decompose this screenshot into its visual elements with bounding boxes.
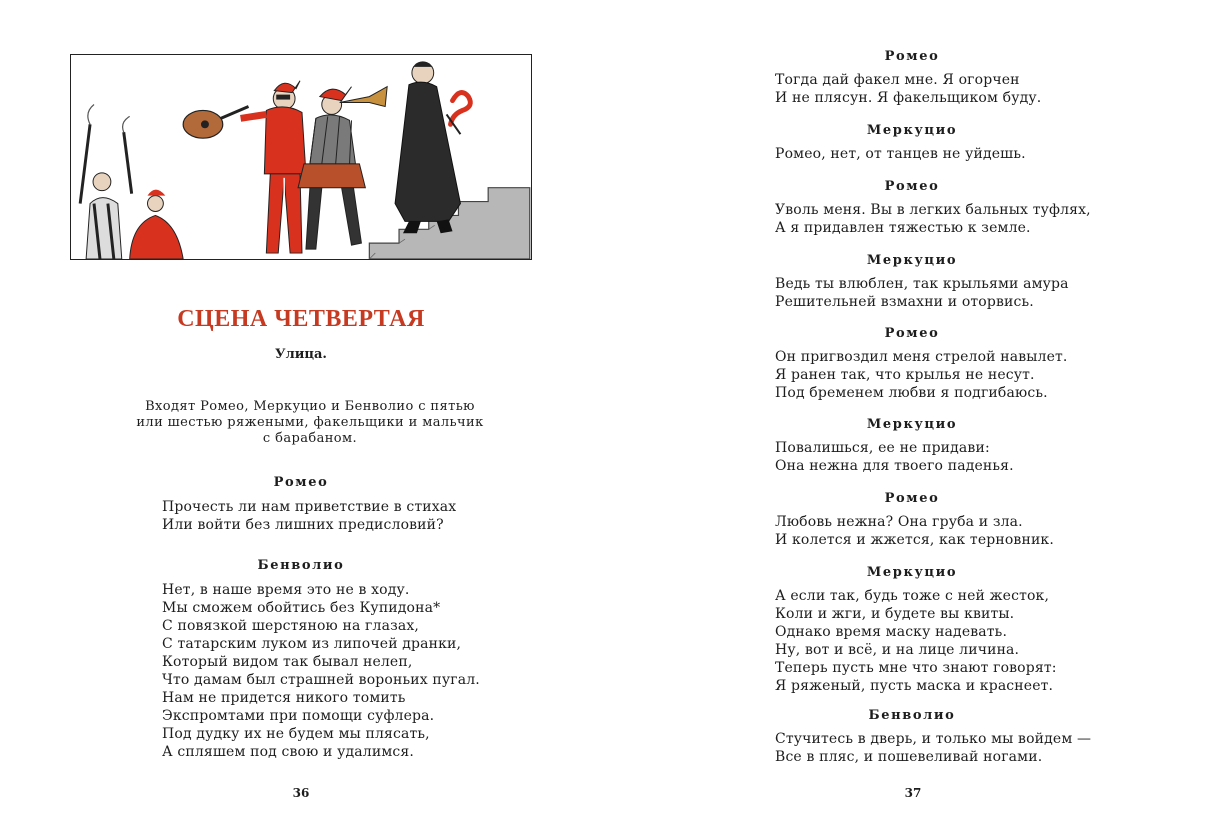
- verse-line: Под бременем любви я подгибаюсь.: [775, 385, 1048, 401]
- verse-line: Ромео, нет, от танцев не уйдешь.: [775, 146, 1026, 162]
- speech-lines: [775, 730, 1091, 766]
- speech-lines: [775, 348, 1068, 402]
- speaker-name: Меркуцио: [866, 123, 958, 138]
- verse-line: Что дамам был страшней вороньих пугал.: [162, 672, 480, 688]
- page-number: 36: [292, 786, 310, 800]
- verse-line: Тогда дай факел мне. Я огорчен: [775, 72, 1020, 88]
- verse-line: Экспромтами при помощи суфлера.: [162, 708, 435, 724]
- speech-lines: [775, 275, 1069, 311]
- verse-line: Все в пляс, и пошевеливай ногами.: [775, 749, 1043, 765]
- verse-line: Который видом так бывал нелеп,: [162, 654, 413, 670]
- verse-line: Решительней взмахни и оторвись.: [775, 294, 1034, 310]
- stage-direction-line: Входят Ромео, Меркуцио и Бенволио с пятью: [145, 399, 475, 414]
- verse-line: А если так, будь тоже с ней жесток,: [775, 588, 1050, 604]
- verse-line: Нам не придется никого томить: [162, 690, 406, 706]
- speech-lines: [162, 581, 480, 761]
- speech-lines: [775, 439, 1014, 475]
- verse-line: Уволь меня. Вы в легких бальных туфлях,: [775, 202, 1091, 218]
- verse-line: И колется и жжется, как терновник.: [775, 532, 1054, 548]
- illustration-drawing: [71, 55, 531, 259]
- verse-line: Повалишься, ее не придави:: [775, 440, 990, 456]
- verse-line: С татарским луком из липочей дранки,: [162, 636, 462, 652]
- speech-lines: [775, 145, 1026, 163]
- scene-title: СЦЕНА ЧЕТВЕРТАЯ: [177, 306, 425, 332]
- speech-lines: [775, 71, 1041, 107]
- verse-line: Она нежна для твоего паденья.: [775, 458, 1014, 474]
- speech-lines: [162, 498, 456, 534]
- speaker-name: Ромео: [884, 491, 940, 506]
- verse-line: Стучитесь в дверь, и только мы войдем —: [775, 731, 1092, 747]
- speaker-name: Ромео: [884, 326, 940, 341]
- verse-line: А спляшем под свою и удалимся.: [162, 744, 414, 760]
- verse-line: Однако время маску надевать.: [775, 624, 1008, 640]
- verse-line: Под дудку их не будем мы плясать,: [162, 726, 430, 742]
- speaker-name: Меркуцио: [866, 417, 958, 432]
- verse-line: Прочесть ли нам приветствие в стихах: [162, 499, 457, 515]
- speaker-name: Меркуцио: [866, 565, 958, 580]
- stage-direction: [120, 399, 500, 447]
- verse-line: Я ранен так, что крылья не несут.: [775, 367, 1035, 383]
- verse-line: Теперь пусть мне что знают говорят:: [775, 660, 1057, 676]
- speaker-name: Ромео: [273, 475, 329, 490]
- verse-line: Я ряженый, пусть маска и краснеет.: [775, 678, 1054, 694]
- speaker-name: Ромео: [884, 49, 940, 64]
- verse-line: Или войти без лишних предисловий?: [162, 517, 444, 533]
- scene-setting: Улица.: [275, 347, 327, 362]
- speaker-name: Ромео: [884, 179, 940, 194]
- verse-line: Мы сможем обойтись без Купидона*: [162, 600, 441, 616]
- right-page: [607, 0, 1214, 828]
- verse-line: Любовь нежна? Она груба и зла.: [775, 514, 1023, 530]
- stage-direction-line: с барабаном.: [262, 431, 358, 446]
- verse-line: Коли и жги, и будете вы квиты.: [775, 606, 1015, 622]
- verse-line: С повязкой шерстяною на глазах,: [162, 618, 419, 634]
- verse-line: А я придавлен тяжестью к земле.: [775, 220, 1031, 236]
- speech-lines: [775, 587, 1057, 695]
- verse-line: Он пригвоздил меня стрелой навылет.: [775, 349, 1068, 365]
- speech-lines: [775, 201, 1091, 237]
- speaker-name: Меркуцио: [866, 253, 958, 268]
- verse-line: И не плясун. Я факельщиком буду.: [775, 90, 1042, 106]
- scene-illustration: [70, 54, 532, 260]
- speech-lines: [775, 513, 1054, 549]
- verse-line: Нет, в наше время это не в ходу.: [162, 582, 410, 598]
- page-number: 37: [904, 786, 922, 800]
- verse-line: Ведь ты влюблен, так крыльями амура: [775, 276, 1069, 292]
- speaker-name: Бенволио: [868, 708, 956, 723]
- stage-direction-line: или шестью ряжеными, факельщики и мальчик: [136, 415, 484, 430]
- speaker-name: Бенволио: [257, 558, 345, 573]
- verse-line: Ну, вот и всё, и на лице личина.: [775, 642, 1020, 658]
